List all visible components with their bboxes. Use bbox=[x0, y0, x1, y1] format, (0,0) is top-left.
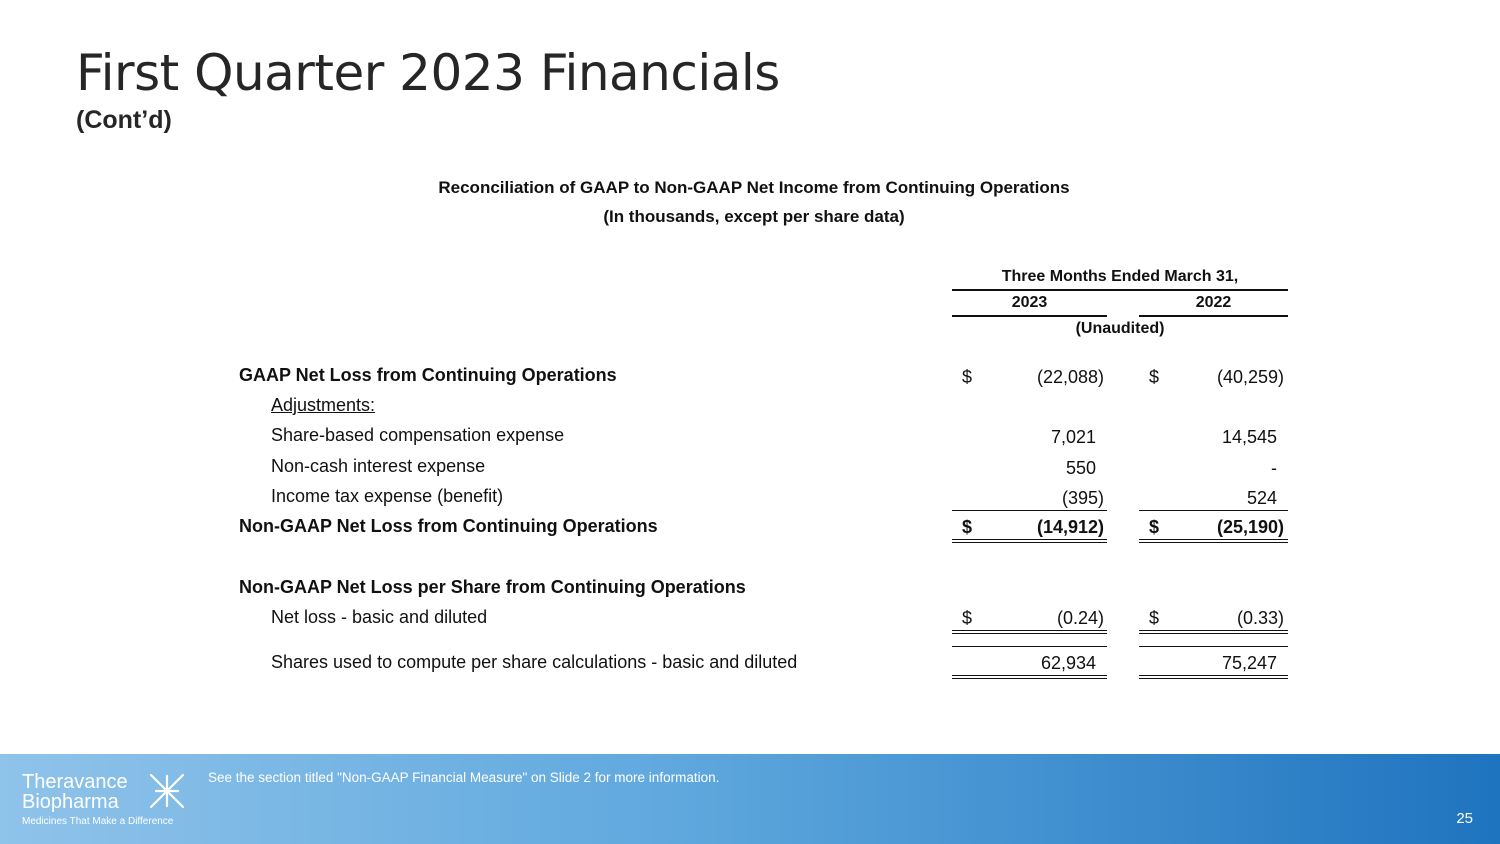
non-cash-interest-2023: 550 bbox=[1065, 458, 1096, 478]
shares-used-2023: 62,934 bbox=[1040, 653, 1096, 673]
period-header-rule bbox=[952, 289, 1288, 291]
shares-top-rule-2022 bbox=[1139, 646, 1288, 647]
shares-double-rule-2023 bbox=[952, 675, 1107, 679]
subtotal-rule-2023 bbox=[952, 510, 1107, 511]
share-based-2023: 7,021 bbox=[1050, 427, 1096, 447]
total-double-rule-2022 bbox=[1139, 539, 1288, 543]
slide-title: First Quarter 2023 Financials bbox=[76, 44, 780, 102]
footnote: See the section titled "Non-GAAP Financial Measure" on Slide 2 for more information. bbox=[208, 770, 720, 785]
gaap-net-loss-label: GAAP Net Loss from Continuing Operations bbox=[239, 365, 617, 385]
shares-double-rule-2022 bbox=[1139, 675, 1288, 679]
share-based-2022: 14,545 bbox=[1221, 427, 1277, 447]
slide-subtitle: (Cont’d) bbox=[76, 106, 172, 134]
table-title: Reconciliation of GAAP to Non-GAAP Net Income from Continuing Operations bbox=[438, 178, 1070, 197]
non-gaap-net-loss-2022: (25,190) bbox=[1216, 517, 1284, 537]
non-cash-interest-2022: - bbox=[1271, 458, 1277, 478]
net-loss-basic-label: Net loss - basic and diluted bbox=[271, 607, 488, 627]
currency-symbol: $ bbox=[1149, 367, 1160, 387]
currency-symbol: $ bbox=[962, 608, 973, 628]
currency-symbol: $ bbox=[962, 517, 973, 537]
net-loss-basic-2022: (0.33) bbox=[1236, 608, 1284, 628]
column-rule-2022 bbox=[1139, 315, 1288, 317]
period-header: Three Months Ended March 31, bbox=[1001, 268, 1239, 285]
page-number: 25 bbox=[1456, 810, 1473, 827]
footer-bar bbox=[0, 754, 1500, 844]
net-loss-basic-2023: (0.24) bbox=[1056, 608, 1104, 628]
non-gaap-net-loss-2023: (14,912) bbox=[1036, 517, 1104, 537]
logo-line-1: Theravance bbox=[22, 771, 128, 793]
income-tax-2022: 524 bbox=[1246, 488, 1277, 508]
currency-symbol: $ bbox=[962, 367, 973, 387]
shares-used-2022: 75,247 bbox=[1221, 653, 1277, 673]
non-cash-interest-label: Non-cash interest expense bbox=[271, 456, 486, 476]
shares-used-label: Shares used to compute per share calculations - basic and diluted bbox=[271, 652, 798, 672]
starburst-logo-icon bbox=[148, 772, 186, 810]
adjustments-label: Adjustments: bbox=[271, 395, 376, 415]
currency-symbol: $ bbox=[1149, 517, 1160, 537]
income-tax-label: Income tax expense (benefit) bbox=[271, 486, 504, 506]
unaudited-label: (Unaudited) bbox=[1075, 320, 1165, 337]
logo-tagline: Medicines That Make a Difference bbox=[22, 816, 174, 827]
logo-line-2: Biopharma bbox=[22, 791, 119, 813]
per-share-header: Non-GAAP Net Loss per Share from Continuing Operations bbox=[239, 577, 746, 597]
non-gaap-net-loss-label: Non-GAAP Net Loss from Continuing Operations bbox=[239, 516, 658, 536]
total-double-rule-2023 bbox=[952, 539, 1107, 543]
currency-symbol: $ bbox=[1149, 608, 1160, 628]
shares-top-rule-2023 bbox=[952, 646, 1107, 647]
subtotal-rule-2022 bbox=[1139, 510, 1288, 511]
per-share-double-rule-2022 bbox=[1139, 630, 1288, 634]
share-based-label: Share-based compensation expense bbox=[271, 425, 565, 445]
column-rule-2023 bbox=[952, 315, 1107, 317]
column-header-2022: 2022 bbox=[1195, 294, 1232, 311]
table-subtitle: (In thousands, except per share data) bbox=[603, 207, 905, 226]
gaap-net-loss-2022: (40,259) bbox=[1216, 367, 1284, 387]
gaap-net-loss-2023: (22,088) bbox=[1036, 367, 1104, 387]
income-tax-2023: (395) bbox=[1061, 488, 1104, 508]
per-share-double-rule-2023 bbox=[952, 630, 1107, 634]
column-header-2023: 2023 bbox=[1011, 294, 1048, 311]
